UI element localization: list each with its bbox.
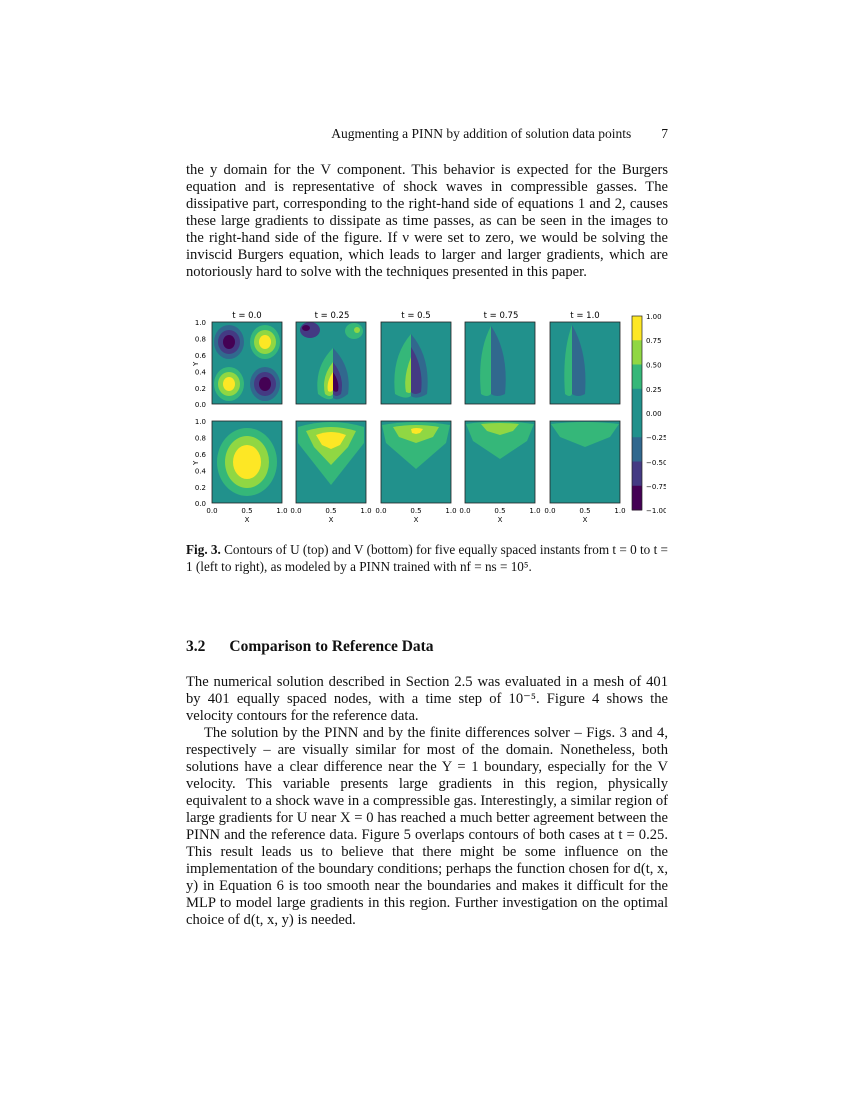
panel-title: t = 0.0 [232,311,262,321]
panel-title: t = 1.0 [570,311,600,321]
colorbar-tick: 0.75 [646,337,662,345]
section-heading [186,638,434,656]
colorbar-band [632,413,642,438]
u-panel-t075 [465,322,535,404]
figure-3 [186,305,666,535]
panel-title: t = 0.75 [483,311,519,321]
y-tick-label: 0.4 [194,467,206,476]
colorbar-tick: 0.00 [646,410,662,418]
u-panel-t1 [550,322,620,404]
x-tick-label: 1.0 [529,507,541,515]
x-tick-label: 1.0 [360,507,372,515]
v-panel-t05 [381,421,451,503]
y-axis-label: Y [192,361,200,366]
v-panel-t0 [212,421,282,503]
figure-caption [186,541,668,575]
section-number: 3.2 [186,638,206,655]
y-tick-label: 0.2 [194,385,206,393]
x-tick-label: 0.0 [290,507,302,515]
caption-text: Contours of U (top) and V (bottom) for five equally spaced instants from t = 0 to t = 1 (left to right), as modeled by a PINN trained with nf = ns = 10⁵. [186,542,668,574]
body-paragraph: The numerical solution described in Section 2.5 was evaluated in a mesh of 401 by 401 equally spaced nodes, with a time step of 10⁻⁵. Figure 4 shows the velocity contours for the reference data. [186,674,668,724]
x-tick-label: 0.5 [410,507,422,515]
caption-label: Fig. 3. [186,542,221,557]
y-tick-label: 1.0 [194,418,206,426]
x-axis-label: X [582,516,588,524]
u-panel-t025 [296,322,366,404]
colorbar-tick: 1.00 [646,313,662,321]
v-panel-t1 [550,421,620,503]
colorbar-tick: −1.00 [646,507,666,515]
x-axis-label: X [413,516,419,524]
x-axis [206,507,625,524]
x-tick-label: 0.0 [459,507,471,515]
y-axis-label: Y [192,460,200,465]
y-tick-label: 1.0 [194,319,206,327]
colorbar-band [632,437,642,462]
y-tick-label: 0.2 [194,484,206,492]
y-tick-label: 0.6 [194,451,206,459]
x-tick-label: 0.0 [375,507,387,515]
v-panel-t075 [465,421,535,503]
y-tick-label: 0.6 [194,352,206,360]
colorbar-tick: −0.50 [646,459,666,467]
u-panel-t0 [212,322,282,404]
y-tick-label: 0.4 [194,368,206,377]
y-tick-label: 0.0 [194,500,206,508]
x-tick-label: 0.5 [241,507,253,515]
panel-title: t = 0.25 [314,311,350,321]
colorbar-band [632,486,642,511]
x-tick-label: 0.5 [325,507,337,515]
colorbar-band [632,462,642,487]
colorbar-tick: 0.50 [646,361,662,370]
colorbar-tick: 0.25 [646,386,662,394]
y-tick-label: 0.8 [194,434,206,443]
x-tick-label: 1.0 [445,507,457,515]
panel-title: t = 0.5 [401,311,431,321]
colorbar [632,313,666,515]
colorbar-band [632,340,642,365]
u-panel-t05 [381,322,451,404]
y-tick-label: 0.0 [194,401,206,409]
x-tick-label: 1.0 [276,507,288,515]
v-panel-t025 [296,421,366,503]
colorbar-band [632,389,642,414]
contour-figure [186,305,666,530]
x-tick-label: 0.0 [206,507,218,515]
running-head [186,126,668,142]
intro-paragraph: the y domain for the V component. This behavior is expected for the Burgers equation and is representative of shock waves in compressible gasses. The dissipative part, corresponding to the right-hand side of equations 1 and 2, causes these large gradients to dissipate as time passes, as can be seen in the images to the right-hand side of the figure. If ν were set to zero, we would be solving the inviscid Burgers equation, which leads to larger and larger gradients, which are notoriously hard to solve with the techniques presented in this paper. [186,162,668,280]
running-title: Augmenting a PINN by addition of solution data points [331,126,632,141]
colorbar-band [632,316,642,341]
page-number: 7 [661,126,668,141]
x-axis-label: X [328,516,334,524]
x-tick-label: 0.0 [544,507,556,515]
x-axis-label: X [244,516,250,524]
body-paragraph: The solution by the PINN and by the finite differences solver – Figs. 3 and 4, respectively – are visually similar for most of the domain. Nonetheless, both solutions have a clear difference near the Y = 1 boundary, especially for the V velocity. This variable presents large gradients in this region, physically equivalent to a shock wave in a compressible gas. Interestingly, a similar region of large gradients for U near X = 0 has reached a much better agreement between the PINN and the reference data. Figure 5 overlaps contours of both cases at t = 0.25. This result leads us to believe that there might be some influence on the implementation of the boundary conditions; perhaps the function chosen for d(t, x, y) in Equation 6 is too smooth near the boundaries and makes it difficult for the MLP to model large gradients in this region. Further investigation on the optimal choice of d(t, x, y) is needed. [186,725,668,928]
colorbar-band [632,365,642,390]
x-tick-label: 0.5 [494,507,506,515]
x-tick-label: 0.5 [579,507,591,515]
y-tick-label: 0.8 [194,335,206,344]
colorbar-tick: −0.25 [646,434,666,442]
x-axis-label: X [497,516,503,524]
x-tick-label: 1.0 [614,507,626,515]
colorbar-tick: −0.75 [646,483,666,491]
section-title: Comparison to Reference Data [229,638,434,655]
